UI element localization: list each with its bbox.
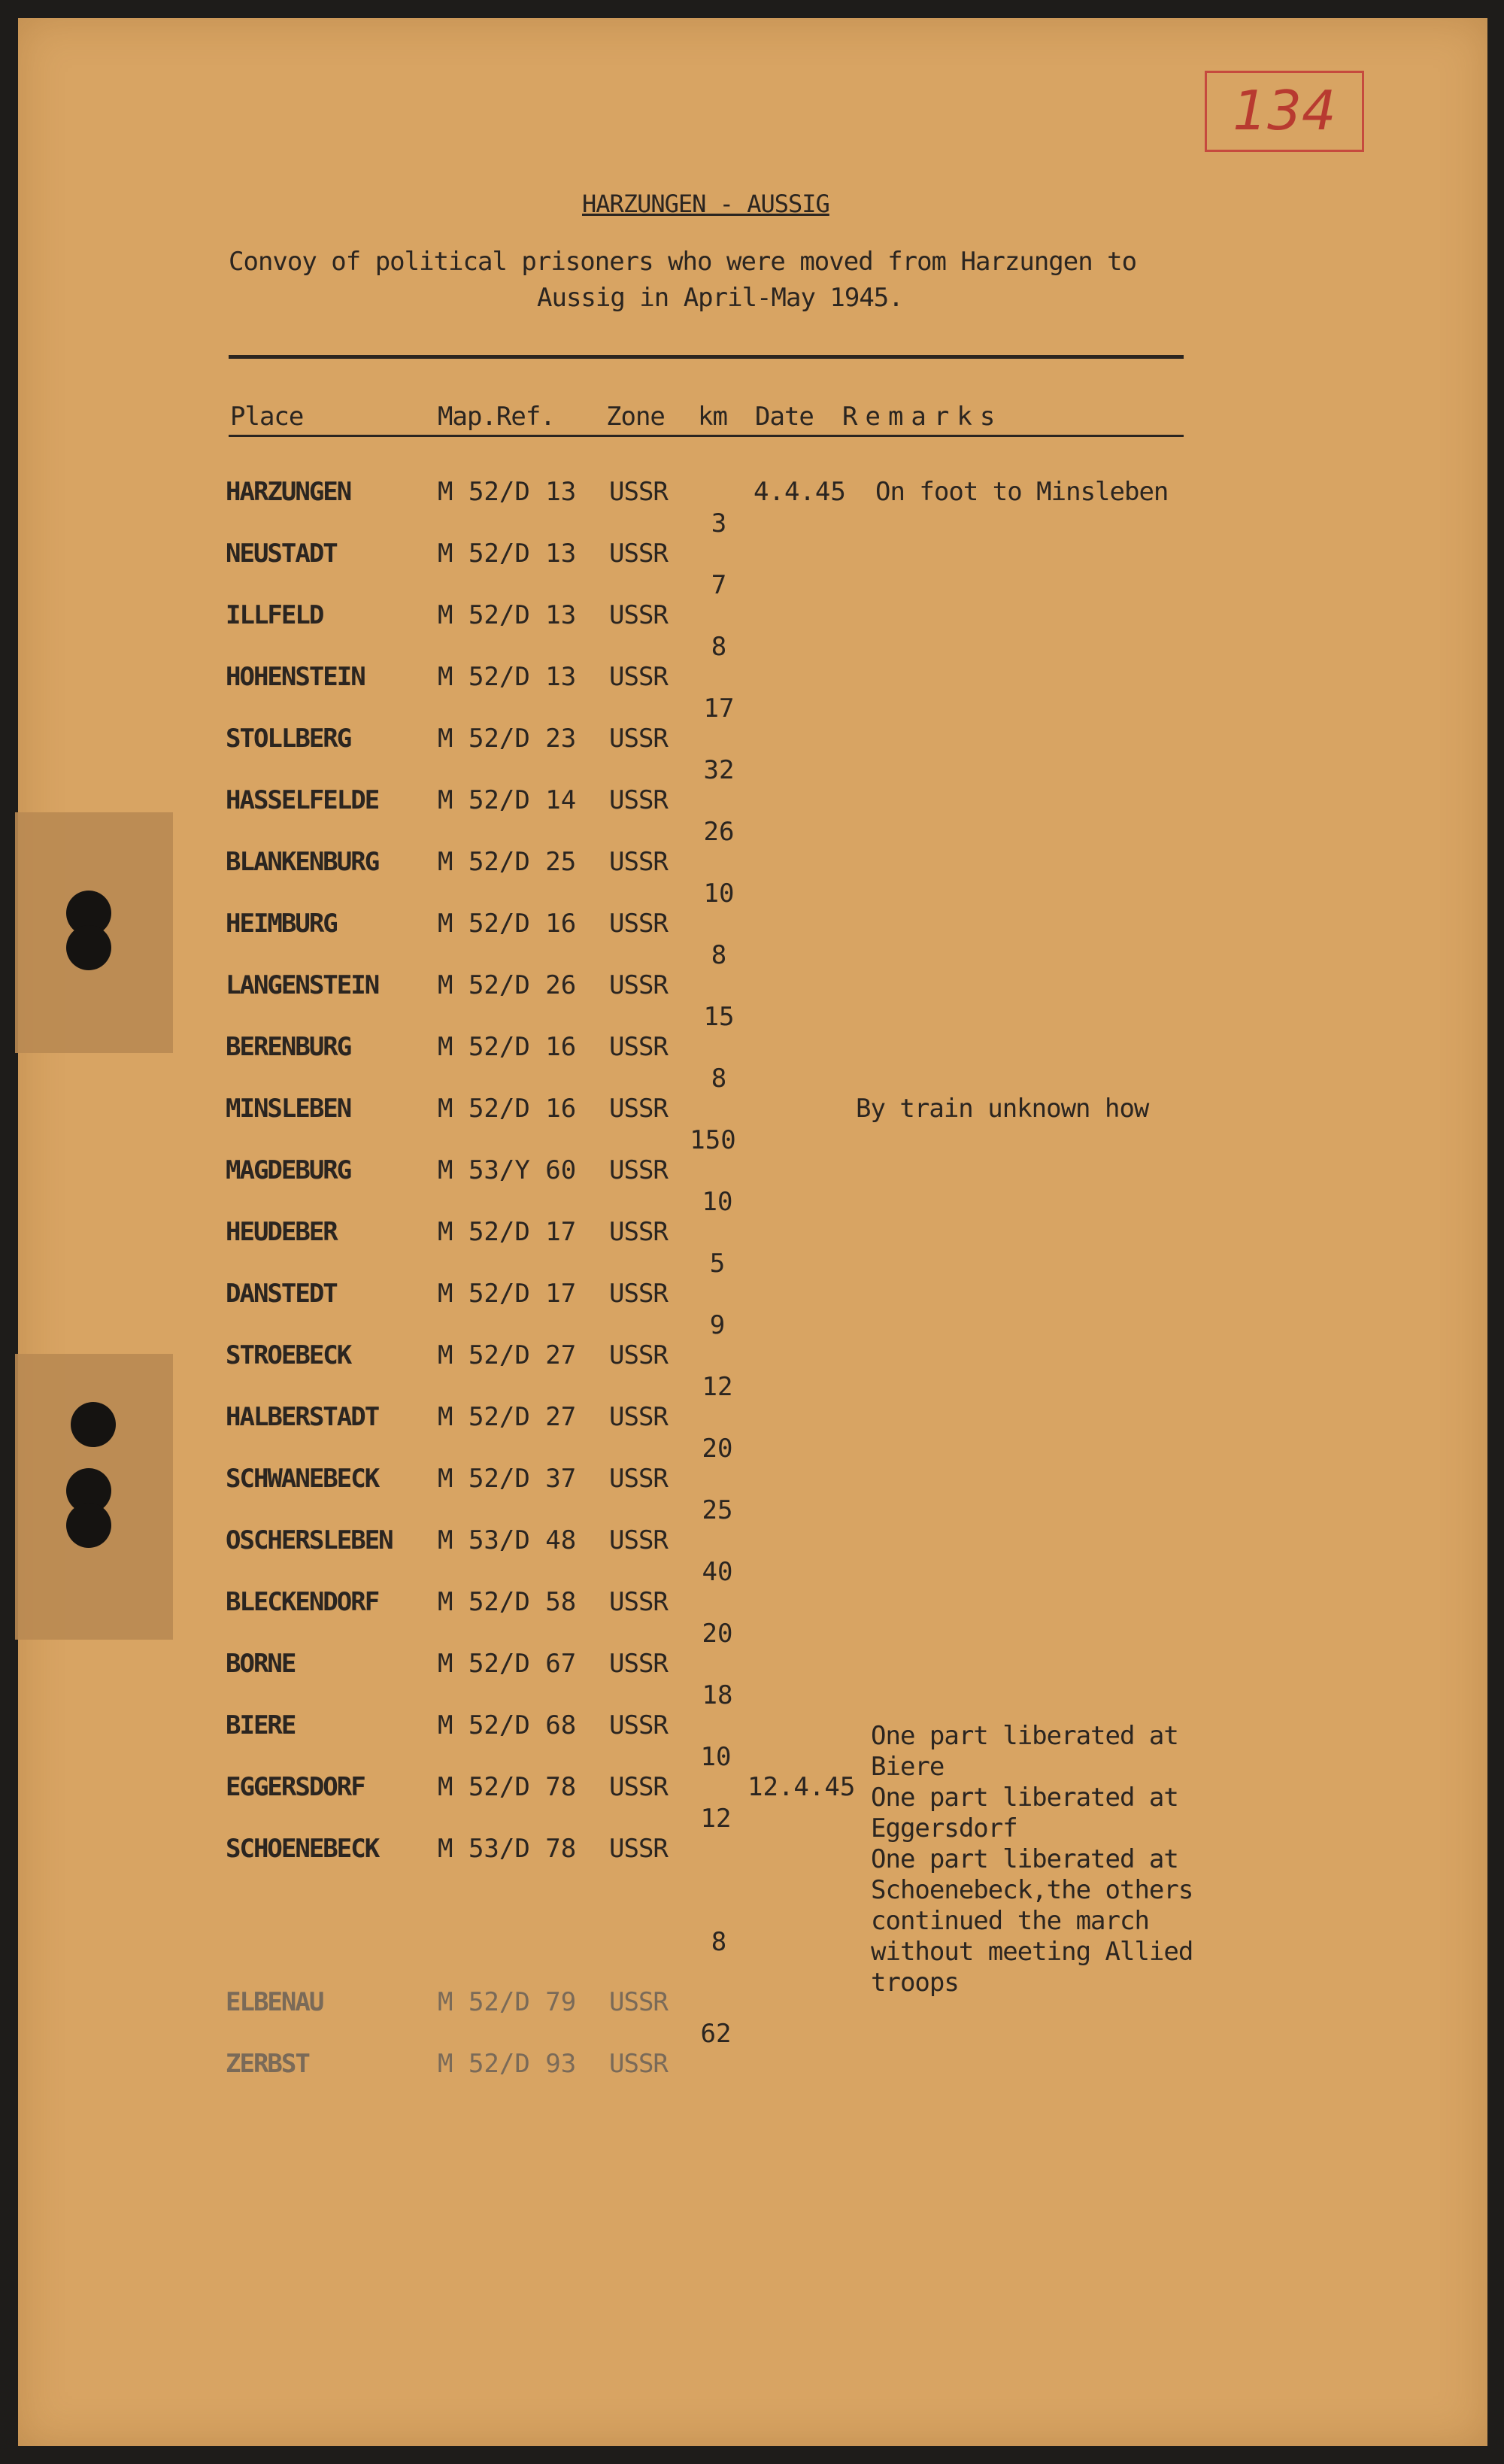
map-ref-cell: M 52/D 16 — [438, 909, 577, 939]
table-row — [18, 1772, 1487, 1802]
table-row — [18, 539, 1487, 569]
zone-cell: USSR — [609, 1525, 668, 1555]
place-cell: ELBENAU — [226, 1987, 323, 2017]
map-ref-cell: M 52/D 79 — [438, 1987, 577, 2017]
km-distance: 40 — [702, 1557, 733, 1587]
km-distance: 26 — [703, 817, 735, 847]
zone-cell: USSR — [609, 785, 668, 815]
km-distance: 15 — [703, 1002, 735, 1032]
zone-cell: USSR — [609, 477, 668, 507]
place-cell: HARZUNGEN — [226, 477, 351, 507]
map-ref-cell: M 52/D 23 — [438, 724, 577, 754]
km-distance: 18 — [702, 1680, 733, 1710]
table-row — [18, 477, 1487, 507]
map-ref-cell: M 52/D 26 — [438, 970, 577, 1000]
place-cell: BIERE — [226, 1710, 296, 1740]
place-cell: STROEBECK — [226, 1340, 351, 1370]
km-distance: 7 — [711, 570, 727, 600]
place-cell: SCHWANEBECK — [226, 1464, 379, 1494]
note-eggersdorf: One part liberated at Eggersdorf — [871, 1783, 1178, 1843]
place-cell: ZERBST — [226, 2049, 309, 2079]
map-ref-cell: M 52/D 17 — [438, 1217, 577, 1247]
map-ref-cell: M 52/D 67 — [438, 1649, 577, 1679]
punch-hole — [66, 1503, 111, 1548]
table-row — [18, 1279, 1487, 1309]
remarks-cell: On foot to Minsleben — [875, 477, 1169, 507]
zone-cell: USSR — [609, 1710, 668, 1740]
place-cell: HEUDEBER — [226, 1217, 337, 1247]
table-row — [18, 1340, 1487, 1370]
km-distance: 12 — [700, 1804, 732, 1834]
map-ref-cell: M 53/D 78 — [438, 1834, 577, 1864]
place-cell: SCHOENEBECK — [226, 1834, 379, 1864]
map-ref-cell: M 52/D 14 — [438, 785, 577, 815]
map-ref-cell: M 52/D 17 — [438, 1279, 577, 1309]
place-cell: LANGENSTEIN — [226, 970, 379, 1000]
note-biere: One part liberated at Biere — [871, 1721, 1178, 1782]
table-row — [18, 1710, 1487, 1740]
table-row — [18, 1464, 1487, 1494]
table-row — [18, 1587, 1487, 1617]
table-row — [18, 1525, 1487, 1555]
map-ref-cell: M 53/D 48 — [438, 1525, 577, 1555]
map-ref-cell: M 52/D 78 — [438, 1772, 577, 1802]
place-cell: BLANKENBURG — [226, 847, 379, 877]
zone-cell: USSR — [609, 1772, 668, 1802]
km-distance: 10 — [700, 1742, 732, 1772]
place-cell: HEIMBURG — [226, 909, 337, 939]
header-rule — [229, 435, 1184, 437]
top-rule — [229, 355, 1184, 359]
place-cell: DANSTEDT — [226, 1279, 337, 1309]
zone-cell: USSR — [609, 970, 668, 1000]
place-cell: BORNE — [226, 1649, 296, 1679]
page-number-stamp: 134 — [1205, 71, 1364, 152]
map-ref-cell: M 52/D 93 — [438, 2049, 577, 2079]
km-distance: 10 — [702, 1187, 733, 1217]
map-ref-cell: M 52/D 27 — [438, 1340, 577, 1370]
table-row — [18, 1032, 1487, 1062]
table-row — [18, 1155, 1487, 1185]
date-cell: 12.4.45 — [747, 1772, 856, 1802]
map-ref-cell: M 52/D 16 — [438, 1032, 577, 1062]
place-cell: EGGERSDORF — [226, 1772, 365, 1802]
place-cell: OSCHERSLEBEN — [226, 1525, 393, 1555]
place-cell: BLECKENDORF — [226, 1587, 379, 1617]
zone-cell: USSR — [609, 1834, 668, 1864]
place-cell: MINSLEBEN — [226, 1094, 351, 1124]
zone-cell: USSR — [609, 539, 668, 569]
zone-cell: USSR — [609, 724, 668, 754]
note-schoenebeck: One part liberated at Schoenebeck,the others continued the march without meeting Allied troops — [871, 1844, 1193, 1998]
place-cell: HOHENSTEIN — [226, 662, 365, 692]
place-cell: NEUSTADT — [226, 539, 337, 569]
map-ref-cell: M 52/D 16 — [438, 1094, 577, 1124]
zone-cell: USSR — [609, 1987, 668, 2017]
map-ref-cell: M 52/D 37 — [438, 1464, 577, 1494]
document-page — [18, 18, 1487, 2446]
km-distance: 5 — [709, 1249, 726, 1279]
km-distance: 10 — [703, 878, 735, 909]
km-distance: 3 — [711, 508, 727, 539]
map-ref-cell: M 52/D 68 — [438, 1710, 577, 1740]
header-place: Place — [230, 402, 304, 432]
table-row — [18, 1217, 1487, 1247]
table-row — [18, 662, 1487, 692]
table-row — [18, 2049, 1487, 2079]
map-ref-cell: M 52/D 58 — [438, 1587, 577, 1617]
km-distance: 20 — [702, 1619, 733, 1649]
table-row — [18, 909, 1487, 939]
zone-cell: USSR — [609, 1217, 668, 1247]
zone-cell: USSR — [609, 1587, 668, 1617]
place-cell: HASSELFELDE — [226, 785, 379, 815]
zone-cell: USSR — [609, 1279, 668, 1309]
table-row — [18, 847, 1487, 877]
table-row — [18, 1834, 1487, 1864]
km-distance: 8 — [711, 1064, 727, 1094]
table-row — [18, 1987, 1487, 2017]
punch-hole — [66, 925, 111, 970]
map-ref-cell: M 52/D 27 — [438, 1402, 577, 1432]
date-cell: 4.4.45 — [754, 477, 846, 507]
km-distance: 25 — [702, 1495, 733, 1525]
zone-cell: USSR — [609, 1094, 668, 1124]
zone-cell: USSR — [609, 2049, 668, 2079]
km-distance: 9 — [709, 1310, 726, 1340]
place-cell: HALBERSTADT — [226, 1402, 379, 1432]
header-zone: Zone — [606, 402, 665, 432]
header-km: km — [698, 402, 727, 432]
zone-cell: USSR — [609, 1032, 668, 1062]
zone-cell: USSR — [609, 1649, 668, 1679]
table-row — [18, 1402, 1487, 1432]
zone-cell: USSR — [609, 1464, 668, 1494]
place-cell: STOLLBERG — [226, 724, 351, 754]
table-row — [18, 1649, 1487, 1679]
zone-cell: USSR — [609, 662, 668, 692]
map-ref-cell: M 52/D 13 — [438, 477, 577, 507]
km-distance: 12 — [702, 1372, 733, 1402]
map-ref-cell: M 52/D 13 — [438, 662, 577, 692]
remarks-cell: By train unknown how — [856, 1094, 1149, 1124]
header-date: Date — [755, 402, 814, 432]
header-map-ref: Map.Ref. — [438, 402, 555, 432]
zone-cell: USSR — [609, 909, 668, 939]
map-ref-cell: M 52/D 25 — [438, 847, 577, 877]
map-ref-cell: M 52/D 13 — [438, 600, 577, 630]
zone-cell: USSR — [609, 1155, 668, 1185]
place-cell: BERENBURG — [226, 1032, 351, 1062]
km-distance: 17 — [703, 693, 735, 724]
table-row — [18, 724, 1487, 754]
intro-line-1: Convoy of political prisoners who were moved from Harzungen to — [229, 247, 1137, 277]
table-row — [18, 1094, 1487, 1124]
intro-line-2: Aussig in April-May 1945. — [537, 283, 903, 313]
map-ref-cell: M 53/Y 60 — [438, 1155, 577, 1185]
table-row — [18, 785, 1487, 815]
map-ref-cell: M 52/D 13 — [438, 539, 577, 569]
zone-cell: USSR — [609, 1340, 668, 1370]
punch-hole — [71, 1402, 116, 1447]
place-cell: MAGDEBURG — [226, 1155, 351, 1185]
header-remarks: Remarks — [842, 402, 1003, 432]
km-distance: 62 — [700, 2019, 732, 2049]
km-distance: 150 — [690, 1125, 736, 1155]
km-distance: 32 — [703, 755, 735, 785]
zone-cell: USSR — [609, 600, 668, 630]
zone-cell: USSR — [609, 847, 668, 877]
km-distance: 8 — [711, 940, 727, 970]
table-row — [18, 600, 1487, 630]
km-distance: 8 — [711, 632, 727, 662]
km-distance: 8 — [711, 1927, 727, 1957]
table-row — [18, 970, 1487, 1000]
place-cell: ILLFELD — [226, 600, 323, 630]
km-distance: 20 — [702, 1434, 733, 1464]
document-title: HARZUNGEN - AUSSIG — [582, 190, 829, 218]
zone-cell: USSR — [609, 1402, 668, 1432]
